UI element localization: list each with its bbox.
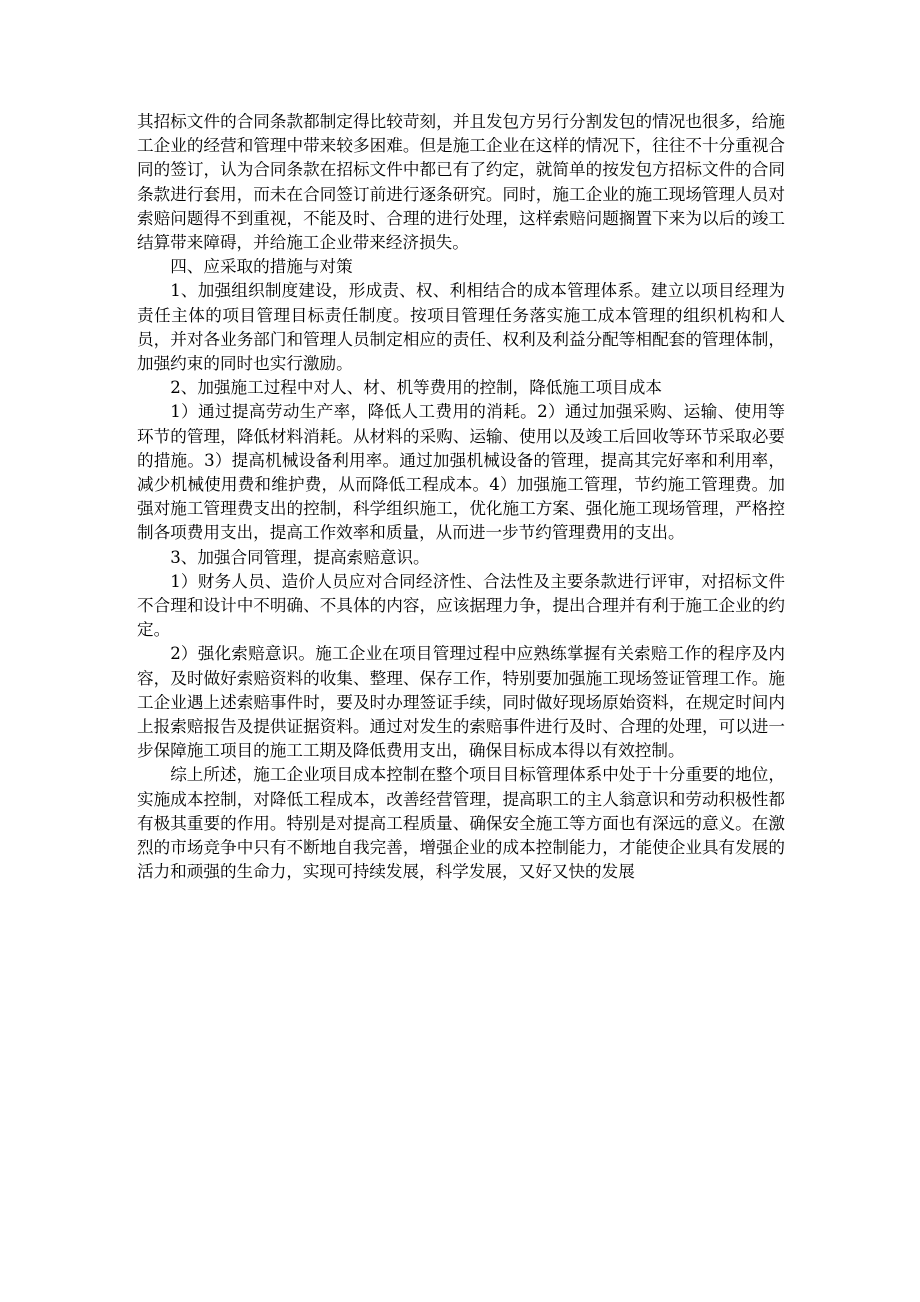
paragraph-contract-risk-continued: 其招标文件的合同条款都制定得比较苛刻，并且发包方另行分割发包的情况也很多，给施工企业的经营和管理中带来较多困难。但是施工企业在这样的情况下，往往不十分重视合同的签订，认为合同条款在招标文件中都已有了约定，就简单的按发包方招标文件的合同条款进行套用，而未在合同签订前进行逐条研究。同时，施工企业的施工现场管理人员对索赔问题得不到重视，不能及时、合理的进行处理，这样索赔问题搁置下来为以后的竣工结算带来障碍，并给施工企业带来经济损失。 [137,112,785,253]
paragraph-claims-awareness: 2）强化索赔意识。施工企业在项目管理过程中应熟练掌握有关索赔工作的程序及内容，及时做好索赔资料的收集、整理、保存工作，特别要加强施工现场签证管理工作。施工企业遇上述索赔事件时，要及时办理签证手续，同时做好现场原始资料，在规定时间内上报索赔报告及提供证据资料。通过对发生的索赔事件进行及时、合理的处理，可以进一步保障施工项目的施工工期及降低费用支出，确保目标成本得以有效控制。 [137,644,785,761]
paragraph-conclusion: 综上所述，施工企业项目成本控制在整个项目目标管理体系中处于十分重要的地位，实施成本控制，对降低工程成本，改善经营管理，提高职工的主人翁意识和劳动积极性都有极其重要的作用。特别是对提高工程质量、确保安全施工等方面也有深远的意义。在激烈的市场竞争中只有不断地自我完善，增强企业的成本控制能力，才能使企业具有发展的活力和顽强的生命力，实现可持续发展，科学发展，又好又快的发展 [137,765,785,882]
paragraph-cost-control-heading: 2、加强施工过程中对人、材、机等费用的控制，降低施工项目成本 [170,378,662,398]
paragraph-organization-system: 1、加强组织制度建设，形成责、权、利相结合的成本管理体系。建立以项目经理为责任主体的项目管理目标责任制度。按项目管理任务落实施工成本管理的组织机构和人员，并对各业务部门和管理人员制定相应的责任、权利及利益分配等相配套的管理体制，加强约束的同时也实行激励。 [137,281,785,374]
paragraph-cost-control-details: 1）通过提高劳动生产率，降低人工费用的消耗。2）通过加强采购、运输、使用等环节的管理，降低材料消耗。从材料的采购、运输、使用以及竣工后回收等环节采取必要的措施。3）提高机械设备利用率。通过加强机械设备的管理，提高其完好率和利用率，减少机械使用费和维护费，从而降低工程成本。4）加强施工管理，节约施工管理费。加强对施工管理费支出的控制，科学组织施工，优化施工方案、强化施工现场管理，严格控制各项费用支出，提高工作效率和质量，从而进一步节约管理费用的支出。 [137,402,785,543]
paragraph-contract-management-heading: 3、加强合同管理，提高索赔意识。 [170,547,430,567]
paragraph-contract-review: 1）财务人员、造价人员应对合同经济性、合法性及主要条款进行评审，对招标文件不合理和设计中不明确、不具体的内容，应该据理力争，提出合理并有利于施工企业的约定。 [137,571,785,640]
document-body [137,110,785,885]
section-heading-measures: 四、应采取的措施与对策 [170,257,353,277]
